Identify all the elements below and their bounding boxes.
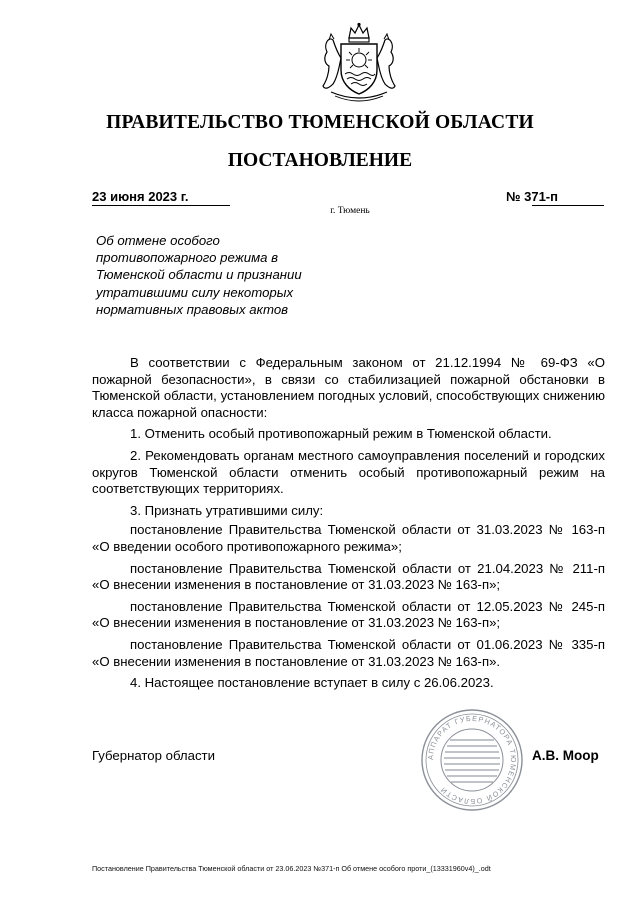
signer-title: Губернатор области <box>92 748 215 763</box>
document-subject <box>96 232 336 318</box>
repealed-act-item: постановление Правительства Тюменской области от 01.06.2023 № 335-п «О внесении изменения в постановление от 31.03.2023 № 163-п». <box>92 636 605 669</box>
repealed-act-item: постановление Правительства Тюменской области от 21.04.2023 № 211-п «О внесении изменения в постановление от 31.03.2023 № 163-п»; <box>92 560 605 593</box>
document-body <box>92 355 605 697</box>
seal-ring-text: АППАРАТ ГУБЕРНАТОРА ТЮМЕНСКОЙ ОБЛАСТИ <box>425 713 519 807</box>
subject-line: Тюменской области и признании <box>96 267 302 283</box>
svg-text:АППАРАТ ГУБЕРНАТОРА ТЮМЕНСКОЙ <box>426 714 518 806</box>
subject-line: нормативных правовых актов <box>96 301 289 317</box>
item-2-paragraph: 2. Рекомендовать органам местного самоуправления поселений и городских округов Тюменской области отменить особый противопожарный режим на соответствующих территориях. <box>92 447 605 497</box>
signer-name: А.В. Моор <box>532 748 599 763</box>
subject-line: Об отмене особого <box>96 233 220 248</box>
preamble-paragraph: В соответствии с Федеральным законом от 21.12.1994 № 69-ФЗ «О пожарной безопасности», в связи со стабилизацией пожарной обстановки в Тюменской области, установлением погодных условий, способствующих снижению класса пожарной опасности: <box>92 355 605 420</box>
item-1-paragraph: 1. Отменить особый противопожарный режим в Тюменской области. <box>130 426 552 442</box>
item-4-paragraph: 4. Настоящее постановление вступает в силу с 26.06.2023. <box>130 675 494 691</box>
subject-line: утратившими силу некоторых <box>96 284 294 300</box>
document-type-title: ПОСТАНОВЛЕНИЕ <box>227 150 413 171</box>
round-stamp-seal-icon <box>420 708 524 812</box>
city-label: г. Тюмень <box>330 206 370 216</box>
repealed-act-item: постановление Правительства Тюменской области от 12.05.2023 № 245-п «О внесении изменения в постановление от 31.03.2023 № 163-п»; <box>92 598 605 631</box>
subject-line: противопожарного режима в <box>96 250 279 266</box>
footer-filename: Постановление Правительства Тюменской области от 23.06.2023 №371-п Об отмене особого проти_(13331960v4)_.odt <box>92 864 491 873</box>
government-title: ПРАВИТЕЛЬСТВО ТЮМЕНСКОЙ ОБЛАСТИ <box>106 112 534 133</box>
repealed-act-item: постановление Правительства Тюменской области от 31.03.2023 № 163-п «О введении особого противопожарного режима»; <box>92 522 605 554</box>
item-3-paragraph: 3. Признать утратившими силу: <box>130 502 324 518</box>
document-number: № 371-п <box>506 189 558 204</box>
coat-of-arms-icon <box>317 22 401 104</box>
document-date: 23 июня 2023 г. <box>92 189 189 204</box>
